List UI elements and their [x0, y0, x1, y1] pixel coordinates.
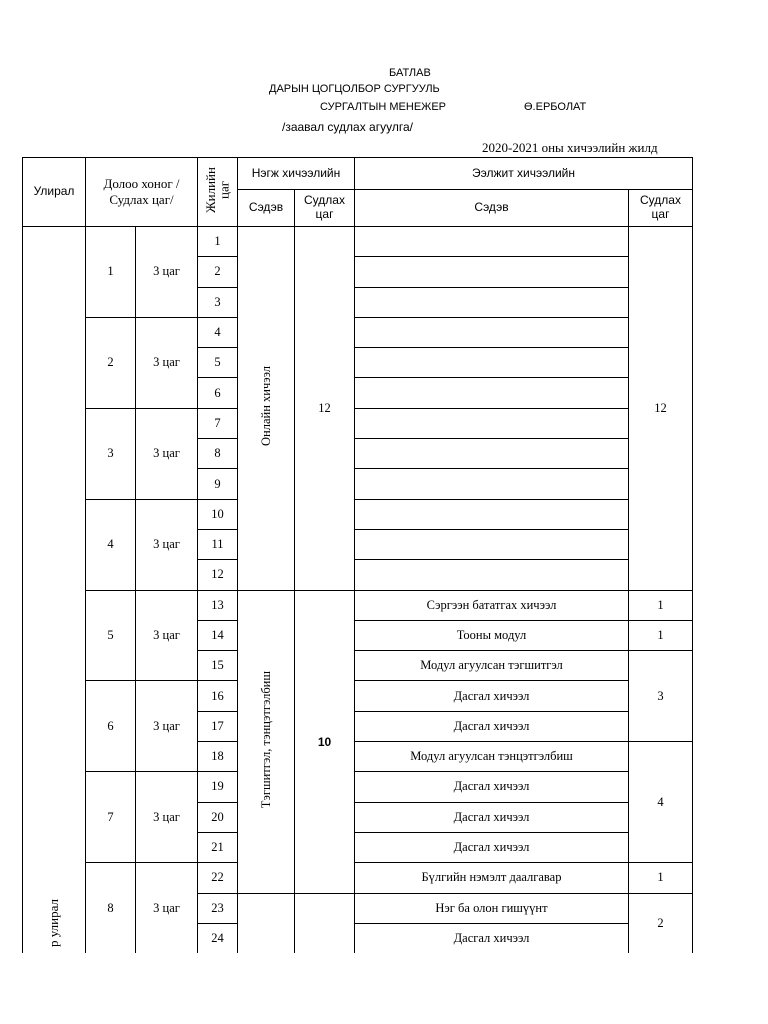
manager-name: Ө.ЕРБОЛАТ	[524, 101, 587, 113]
annual-hour: 17	[198, 711, 238, 741]
unit-topic: Тэгшитгэл, тэнцэтгэлбиш	[238, 590, 295, 893]
annual-hour: 8	[198, 439, 238, 469]
annual-hour: 4	[198, 317, 238, 347]
lesson-topic: Дасгал хичээл	[355, 923, 629, 953]
lesson-topic	[355, 317, 629, 347]
annual-hour: 16	[198, 681, 238, 711]
lesson-topic: Сэргээн бататгах хичээл	[355, 590, 629, 620]
lesson-topic: Нэг ба олон гишүүнт	[355, 893, 629, 923]
lesson-hours: 4	[629, 742, 693, 863]
lesson-header: Ээлжит хичээлийн	[355, 158, 693, 190]
lesson-topic	[355, 408, 629, 438]
annual-hour: 6	[198, 378, 238, 408]
lesson-topic	[355, 227, 629, 257]
annual-hour: 23	[198, 893, 238, 923]
annual-hour: 22	[198, 863, 238, 893]
annual-hour: 18	[198, 742, 238, 772]
lesson-topic: Дасгал хичээл	[355, 772, 629, 802]
annual-hour: 3	[198, 287, 238, 317]
unit-hours: 12	[295, 227, 355, 591]
semester-header: Улирал	[23, 158, 86, 227]
lesson-topic: Модул агуулсан тэгшитгэл	[355, 651, 629, 681]
lesson-topic: Дасгал хичээл	[355, 832, 629, 862]
lesson-hours: 1	[629, 863, 693, 893]
unit-hours: 10	[295, 590, 355, 893]
school-name: ДАРЫН ЦОГЦОЛБОР СУРГУУЛЬ	[269, 83, 440, 95]
lesson-topic: Бүлгийн нэмэлт даалгавар	[355, 863, 629, 893]
lesson-topic: Дасгал хичээл	[355, 711, 629, 741]
lesson-topic	[355, 378, 629, 408]
lesson-hours: 3	[629, 651, 693, 742]
annual-hour: 7	[198, 408, 238, 438]
semester-cell: р улирал	[23, 227, 86, 954]
week-hours: 3 цаг	[136, 863, 198, 953]
annual-hour: 9	[198, 469, 238, 499]
lesson-topic: Дасгал хичээл	[355, 802, 629, 832]
annual-hour: 19	[198, 772, 238, 802]
unit-hours	[295, 893, 355, 953]
lesson-topic: Тооны модул	[355, 620, 629, 650]
lesson-topic	[355, 469, 629, 499]
lesson-topic	[355, 348, 629, 378]
lesson-topic	[355, 529, 629, 559]
lesson-topic: Модул агуулсан тэнцэтгэлбиш	[355, 742, 629, 772]
lesson-topic: Дасгал хичээл	[355, 681, 629, 711]
manager-title: СУРГАЛТЫН МЕНЕЖЕР	[320, 101, 446, 113]
unit-topic: Онлайн хичээл	[238, 227, 295, 591]
annual-hour: 12	[198, 560, 238, 590]
week-hours: 3 цаг	[136, 590, 198, 681]
unit-topic-header: Сэдэв	[238, 190, 295, 227]
annual-hour: 20	[198, 802, 238, 832]
lesson-topic	[355, 560, 629, 590]
annual-hour: 5	[198, 348, 238, 378]
week-number: 5	[86, 590, 136, 681]
week-number: 3	[86, 408, 136, 499]
lesson-topic	[355, 287, 629, 317]
approve-label: БАТЛАВ	[389, 67, 431, 79]
lesson-hours: 1	[629, 620, 693, 650]
annual-hour: 1	[198, 227, 238, 257]
lesson-hours: 1	[629, 590, 693, 620]
week-number: 8	[86, 863, 136, 953]
week-hours: 3 цаг	[136, 227, 198, 318]
annual-hour-header: Жилийн цаг	[198, 158, 238, 227]
week-hours: 3 цаг	[136, 681, 198, 772]
week-hours: 3 цаг	[136, 408, 198, 499]
week-number: 4	[86, 499, 136, 590]
lesson-topic	[355, 499, 629, 529]
subtitle: /заавал судлах агуулга/	[282, 120, 413, 134]
annual-hour: 21	[198, 832, 238, 862]
annual-hour: 15	[198, 651, 238, 681]
lesson-topic-header: Сэдэв	[355, 190, 629, 227]
annual-hour: 2	[198, 257, 238, 287]
week-header: Долоо хоног /Судлах цаг/	[86, 158, 198, 227]
week-number: 2	[86, 317, 136, 408]
unit-lesson-header: Нэгж хичээлийн	[238, 158, 355, 190]
lesson-hours-header: Судлах цаг	[629, 190, 693, 227]
annual-hour: 14	[198, 620, 238, 650]
curriculum-table	[22, 157, 693, 953]
unit-topic	[238, 893, 295, 953]
week-number: 1	[86, 227, 136, 318]
week-hours: 3 цаг	[136, 772, 198, 863]
unit-hours-header: Судлах цаг	[295, 190, 355, 227]
lesson-hours: 2	[629, 893, 693, 953]
week-number: 6	[86, 681, 136, 772]
week-number: 7	[86, 772, 136, 863]
lesson-topic	[355, 439, 629, 469]
academic-year: 2020-2021 оны хичээлийн жилд	[482, 140, 658, 155]
lesson-hours: 12	[629, 227, 693, 591]
week-hours: 3 цаг	[136, 317, 198, 408]
lesson-topic	[355, 257, 629, 287]
annual-hour: 10	[198, 499, 238, 529]
annual-hour: 24	[198, 923, 238, 953]
annual-hour: 13	[198, 590, 238, 620]
annual-hour: 11	[198, 529, 238, 559]
week-hours: 3 цаг	[136, 499, 198, 590]
